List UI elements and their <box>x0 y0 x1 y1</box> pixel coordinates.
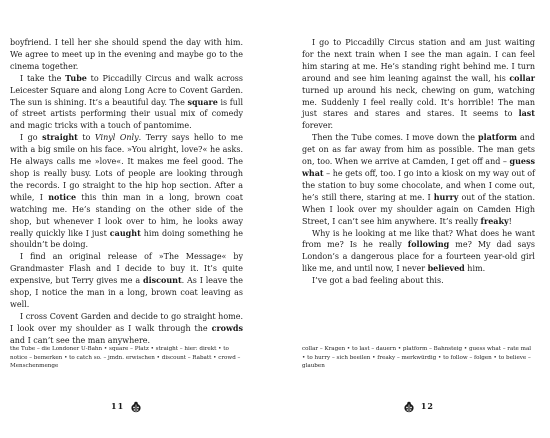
left-page-body <box>10 37 243 347</box>
page-number: 12 <box>420 401 434 411</box>
ladybug-icon <box>130 401 142 413</box>
left-page <box>10 0 243 438</box>
left-glossary: the Tube – die Londoner U-Bahn • square – Platz • straight – hier: direkt • to notice – bemerken • to catch so. – jmdn. erwischen • discount – Rabatt • crowd – Menschenmenge <box>10 346 241 370</box>
ladybug-icon <box>403 401 415 413</box>
vocab-word: Tube <box>65 72 87 83</box>
shop-name: Vinyl Only <box>94 133 139 143</box>
right-page <box>302 0 535 438</box>
right-page-footer <box>302 401 535 413</box>
vocab-word: crowds <box>211 322 243 333</box>
vocab-word: believed <box>427 263 465 274</box>
right-glossary: collar – Kragen • to last – dauern • platform – Bahnsteig • guess what – rate mal • to hurry – sich beeilen • freaky – merkwürdig • to follow – folgen • to believe – glauben <box>302 346 532 370</box>
vocab-word: freaky <box>480 215 509 226</box>
vocab-word: notice <box>48 191 77 202</box>
vocab-word: discount <box>142 275 182 286</box>
right-paragraph-1: I go to Piccadilly Circus station and am just waiting for the next train when I see the man again. I can feel him staring at me. He’s standing right behind me. I turn around and see him leaning against the wall, his collar turned up around his neck, chewing on gum, watching me. Suddenly I feel really cold. It’s horrible! The man just stares and stares and stares. It seems to last forever. <box>302 38 535 131</box>
right-paragraph-4: I’ve got a bad feeling about this. <box>312 276 444 286</box>
vocab-word: collar <box>509 72 535 83</box>
right-page-body <box>302 37 535 287</box>
vocab-word: guess what <box>302 156 535 178</box>
vocab-word: platform <box>477 132 517 143</box>
vocab-word: caught <box>109 227 141 238</box>
vocab-word: last <box>518 108 535 119</box>
left-paragraph-2: I take the Tube to Piccadilly Circus and walk across Leicester Square and along Long Acre to Covent Garden. The sun is shining. It’s a beautiful day. The square is full of street artists performing their usual mix of comedy and magic tricks with a touch of pantomime. <box>10 72 243 131</box>
vocab-word: straight <box>42 132 78 143</box>
page-number: 11 <box>111 401 125 411</box>
vocab-word: square <box>187 96 218 107</box>
right-paragraph-3: Why is he looking at me like that? What does he want from me? Is he really following me? My dad says London’s a dangerous place for a fourteen year-old girl like me, and until now, I never believed him. <box>302 228 535 274</box>
vocab-word: following <box>407 239 450 250</box>
left-paragraph-1: boyfriend. I tell her she should spend the day with him. We agree to meet up in the evening and maybe go to the cinema together. <box>10 38 243 71</box>
left-paragraph-4: I find an original release of »The Message« by Grandmaster Flash and I decide to buy it. It’s quite expensive, but Terry gives me a discount. As I leave the shop, I notice the man in a long, brown coat leaving as well. <box>10 252 243 309</box>
left-page-footer <box>10 401 243 413</box>
right-paragraph-2: Then the Tube comes. I move down the platform and get on as far away from him as possible. The man gets on, too. When we arrive at Camden, I get off and – guess what – he gets off, too. I go into a kiosk on my way out of the station to buy some chocolate, and when I come out, he’s still there, staring at me. I hurry out of the station. When I look over my shoulder again on Camden High Street, I can’t see him anywhere. It’s really freaky! <box>302 132 536 226</box>
left-paragraph-5: I cross Covent Garden and decide to go straight home. I look over my shoulder as I walk through the crowds and I can’t see the man anywhere. <box>10 311 243 345</box>
left-paragraph-3: I go straight to Vinyl Only. Terry says hello to me with a big smile on his face. »You alright, love?« he asks. He always calls me »love«. It makes me feel good. The shop is really busy. Lots of people are looking through the records. I go straight to the hip hop section. After a while, I notice this thin man in a long, brown coat watching me. He’s standing on the other side of the shop, but whenever I look over to him, he looks away really quickly like I just caught him doing something he shouldn’t be doing. <box>10 132 244 250</box>
vocab-word: hurry <box>433 191 459 202</box>
